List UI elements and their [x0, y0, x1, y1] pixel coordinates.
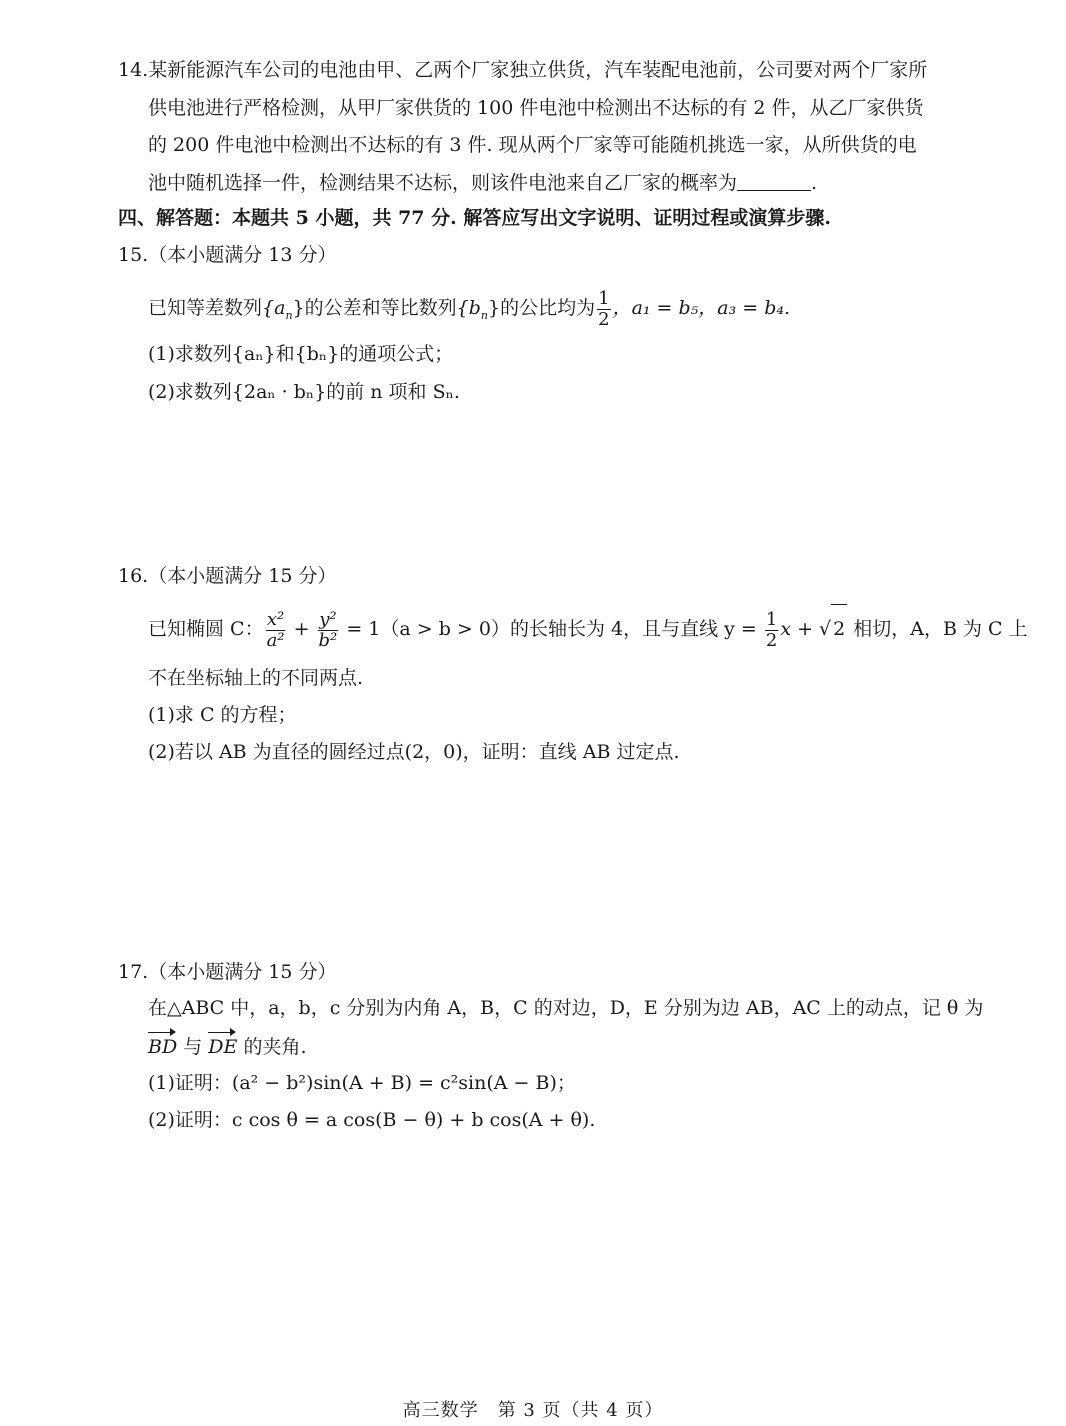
q16-sqrt-val: 2	[831, 604, 847, 653]
q17-line2-end: 的夹角.	[237, 1036, 307, 1058]
q14-line2: 供电池进行严格检测，从甲厂家供货的 100 件电池中检测出不达标的有 2 件，从乙厂家供货	[148, 97, 924, 119]
q15-fraction	[597, 289, 610, 330]
q16-stem	[148, 604, 1028, 653]
q14-line4	[148, 171, 817, 195]
q15-seq-a-close: }	[292, 297, 305, 319]
q16-frac-den: 2	[765, 629, 778, 651]
q17-vector-bd: BD	[148, 1032, 177, 1059]
q14-period: .	[811, 172, 818, 194]
q17-mid: 与	[177, 1036, 209, 1058]
q16-stem-d: 相切，A，B 为 C 上	[847, 618, 1028, 640]
q16-part1: (1)求 C 的方程；	[148, 704, 297, 726]
q16-y2: y²	[319, 608, 337, 630]
q16-frac-y	[318, 610, 339, 651]
q16-plus: +	[287, 618, 316, 640]
q15-condition: ，a₁ = b₅，a₃ = b₄.	[612, 297, 791, 319]
q15-seq-b-close: }	[488, 297, 501, 319]
q16-sqrt-sign: √	[819, 618, 832, 640]
q15-stem-c: 的公比均为	[500, 297, 596, 319]
q15-seq-b: {b	[456, 297, 481, 319]
q16-stem-c: x +	[780, 618, 820, 640]
q15-part1: (1)求数列{aₙ}和{bₙ}的通项公式；	[148, 343, 454, 365]
q16-stem-a: 已知椭圆 C：	[148, 618, 264, 640]
q15-frac-den: 2	[598, 308, 610, 330]
q14-answer-blank[interactable]	[737, 172, 811, 191]
q16-stem-b: = 1（a > b > 0）的长轴长为 4，且与直线 y =	[340, 618, 763, 640]
q17-part1: (1)证明：(a² − b²)sin(A + B) = c²sin(A − B)；	[148, 1072, 576, 1094]
q16-part2: (2)若以 AB 为直径的圆经过点(2，0)，证明：直线 AB 过定点.	[148, 741, 680, 763]
q14-text-line1: 某新能源汽车公司的电池由甲、乙两个厂家独立供货，汽车装配电池前，公司要对两个厂家所	[148, 59, 928, 81]
q15-stem	[148, 286, 790, 330]
q16-a2: a²	[266, 629, 285, 651]
q16-x2: x²	[266, 608, 285, 630]
page-footer: 高三数学 第 3 页（共 4 页）	[402, 1400, 664, 1421]
q15-frac-num: 1	[598, 287, 610, 309]
q14-text-line4: 池中随机选择一件，检测结果不达标，则该件电池来自乙厂家的概率为	[148, 172, 738, 194]
q16-frac-num: 1	[765, 608, 778, 630]
q16-frac-half	[765, 610, 778, 651]
q16-line2: 不在坐标轴上的不同两点.	[148, 667, 364, 689]
q16-b2: b²	[318, 629, 338, 651]
q17-line2	[148, 1032, 307, 1059]
q15-header: 15.（本小题满分 13 分）	[118, 244, 337, 266]
q14-number: 14.	[118, 59, 149, 81]
q15-seq-a-sub: n	[285, 308, 293, 322]
q17-line1: 在△ABC 中，a，b，c 分别为内角 A，B，C 的对边，D，E 分别为边 AB，AC 上的动点，记 θ 为	[148, 997, 984, 1019]
q14-line3: 的 200 件电池中检测出不达标的有 3 件. 现从两个厂家等可能随机挑选一家，从所供货的电	[148, 134, 917, 156]
q17-part2: (2)证明：c cos θ = a cos(B − θ) + b cos(A + θ).	[148, 1109, 596, 1131]
q15-part2: (2)求数列{2aₙ · bₙ}的前 n 项和 Sₙ.	[148, 381, 460, 403]
q15-stem-a: 已知等差数列	[148, 297, 263, 319]
q15-seq-b-sub: n	[480, 308, 488, 322]
q15-stem-b: 的公差和等比数列	[304, 297, 457, 319]
q15-seq-a: {a	[262, 297, 286, 319]
q16-header: 16.（本小题满分 15 分）	[118, 565, 337, 587]
q16-frac-x	[266, 610, 286, 651]
q14-line1	[118, 58, 927, 82]
q17-vector-de: DE	[208, 1032, 237, 1059]
q17-header: 17.（本小题满分 15 分）	[118, 961, 337, 983]
section4-heading: 四、解答题：本题共 5 小题，共 77 分. 解答应写出文字说明、证明过程或演算步骤.	[118, 207, 831, 229]
